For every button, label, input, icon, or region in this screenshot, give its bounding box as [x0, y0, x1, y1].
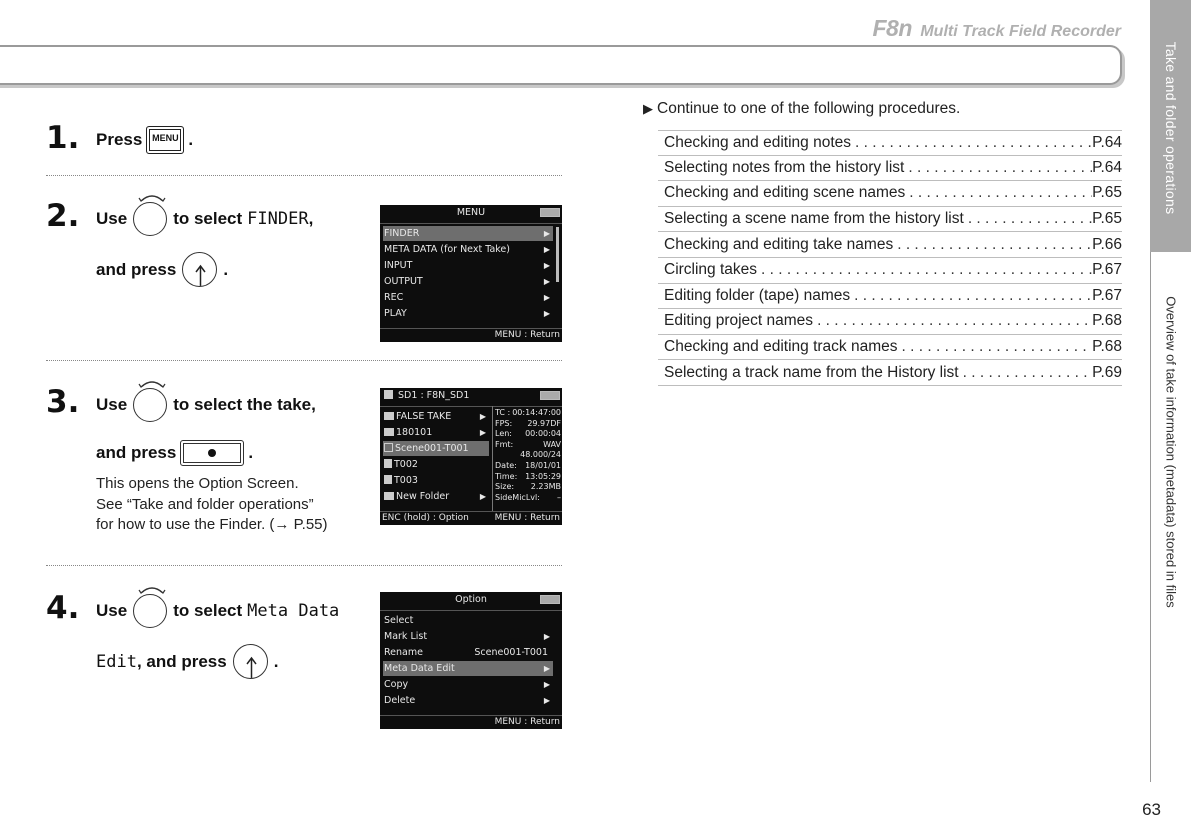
dial-icon	[133, 202, 167, 236]
option-item-copy[interactable]: Copy ▶	[384, 679, 550, 690]
menu-item-play[interactable]: PLAY ▶	[384, 308, 550, 319]
select-label: to select the take,	[173, 395, 316, 414]
period: .	[248, 443, 254, 462]
select-value: FINDER	[247, 209, 309, 229]
triangle-right-icon: ▶	[643, 101, 653, 116]
select-value-cont: Edit	[96, 651, 137, 672]
screen-footer	[380, 715, 562, 729]
battery-icon	[540, 391, 560, 400]
use-label: Use	[96, 209, 128, 228]
page-ref: P.64	[1092, 158, 1122, 176]
footer-return: MENU : Return	[494, 330, 560, 340]
check-icon	[384, 443, 393, 452]
use-label: Use	[96, 395, 128, 414]
info-row: Time: 13:05:29	[495, 471, 561, 481]
side-tab-inactive-label: Overview of take information (metadata) stored in files	[1163, 296, 1178, 608]
step-1	[46, 120, 566, 170]
footer-option: ENC (hold) : Option	[382, 513, 469, 523]
menu-item-finder[interactable]: FINDER ▶	[383, 226, 553, 241]
step-2-line-1	[96, 202, 313, 236]
screen-title: SD1 : F8N_SD1	[384, 390, 566, 401]
brand-subtitle: Multi Track Field Recorder	[920, 23, 1121, 40]
procedure-list	[658, 130, 1122, 386]
period: .	[273, 651, 279, 671]
finder-item[interactable]: T003	[383, 473, 489, 488]
procedure-link[interactable]: Checking and editing scene names . . . P.65	[658, 181, 1122, 207]
menu-screen	[380, 205, 562, 342]
finder-screen	[380, 388, 562, 525]
arrow-right-icon: ▶	[543, 309, 550, 318]
procedure-link[interactable]: Checking and editing take names . . . P.66	[658, 232, 1122, 258]
option-item-meta-data-edit[interactable]: Meta Data Edit ▶	[383, 661, 553, 676]
step-4-line-2	[96, 644, 278, 679]
use-label: Use	[96, 601, 128, 620]
page-ref: P.69	[1092, 363, 1122, 381]
battery-icon	[540, 595, 560, 604]
finder-item-selected[interactable]: Scene001-T001	[383, 441, 489, 456]
arrow-right-icon: ▶	[543, 696, 550, 705]
info-row: TC : 00:14:47:00	[495, 408, 561, 417]
arrow-right-icon: ▶	[479, 492, 486, 501]
finder-item[interactable]: T002	[383, 457, 489, 472]
page-ref: P.68	[1092, 338, 1122, 356]
screen-title: MENU	[456, 207, 486, 218]
step-number: 4.	[46, 590, 80, 626]
procedure-link[interactable]: Editing folder (tape) names . . . P.67	[658, 284, 1122, 310]
arrow-right-icon: ▶	[543, 664, 550, 673]
header-bar	[0, 45, 1122, 85]
sd-card-icon	[384, 390, 393, 399]
arrow-right-icon: ▶	[543, 245, 550, 254]
suffix: .	[188, 130, 194, 149]
procedure-link[interactable]: Checking and editing notes . . . P.64	[658, 130, 1122, 156]
info-row: 48.000/24	[520, 450, 561, 460]
rename-value: Scene001-T001	[474, 647, 548, 658]
info-row: Len: 00:00:04	[495, 429, 561, 439]
brand-model: F8n	[872, 15, 912, 41]
step-separator	[46, 175, 562, 176]
arrow-right-icon: ▶	[543, 632, 550, 641]
arrow-right-icon: ▶	[543, 680, 550, 689]
push-dial-icon	[233, 644, 268, 679]
info-row: Size: 2.23MB	[495, 482, 561, 492]
side-tab-take-folder-operations[interactable]	[1150, 0, 1191, 252]
take-info-panel	[495, 408, 562, 503]
screen-footer	[380, 328, 562, 342]
header-brand	[873, 15, 1122, 42]
option-item-rename[interactable]: Rename Scene001-T001	[384, 647, 548, 658]
and-press-label: and press	[96, 259, 177, 279]
page-ref: P.67	[1092, 286, 1122, 304]
arrow-right-icon: ▶	[543, 261, 550, 270]
and-press-label: and press	[96, 443, 177, 462]
scrollbar	[556, 227, 559, 282]
page-ref: P.65	[1092, 210, 1122, 228]
procedure-link[interactable]: Selecting a scene name from the history list . . . P.65	[658, 207, 1122, 233]
page-ref: P.67	[1092, 261, 1122, 279]
continue-instruction: ▶ Continue to one of the following procedures.	[643, 100, 961, 117]
battery-icon	[540, 208, 560, 217]
arrow-right-icon: ▶	[543, 229, 550, 238]
step-separator	[46, 360, 562, 361]
take-icon	[384, 459, 392, 468]
procedure-link[interactable]: Selecting a track name from the History list . . . P.69	[658, 360, 1122, 386]
step-number: 3.	[46, 384, 80, 420]
arrow-right-icon: ▶	[479, 428, 486, 437]
info-row: FPS: 29.97DF	[495, 418, 561, 428]
arrow-right-icon: ▶	[543, 293, 550, 302]
page-number: 63	[1142, 800, 1161, 819]
footer-return: MENU : Return	[494, 717, 560, 727]
procedure-link[interactable]: Circling takes . . . P.67	[658, 258, 1122, 284]
folder-icon	[384, 428, 394, 436]
finder-item[interactable]: FALSE TAKE ▶	[383, 409, 489, 424]
step-3-note: This opens the Option Screen. See “Take and folder operations” for how to use the Finder. (→ P.55)	[96, 475, 328, 533]
period: .	[223, 259, 229, 279]
step-number: 2.	[46, 198, 80, 234]
folder-icon	[384, 492, 394, 500]
side-tab-metadata-overview[interactable]	[1150, 252, 1191, 782]
step-3-line-1	[96, 388, 316, 422]
procedure-link[interactable]: Checking and editing track names . . . P.68	[658, 335, 1122, 361]
option-item-mark-list[interactable]: Mark List ▶	[384, 631, 550, 642]
step-3-line-2	[96, 440, 253, 466]
side-tab-active-label: Take and folder operations	[1162, 41, 1179, 215]
step-2-line-2	[96, 252, 228, 287]
select-label: to select	[173, 209, 243, 228]
finder-item[interactable]: New Folder ▶	[383, 489, 489, 504]
info-row: Fmt: WAV	[495, 439, 561, 449]
info-row: SideMicLvl: –	[495, 492, 561, 502]
step-number: 1.	[46, 120, 80, 156]
rec-key-icon	[180, 440, 244, 466]
step-4-line-1	[96, 594, 339, 628]
dial-icon	[133, 594, 167, 628]
page-ref: P.66	[1092, 235, 1122, 253]
folder-icon	[384, 412, 394, 420]
comma: ,	[308, 209, 314, 228]
info-row: Date: 18/01/01	[495, 460, 561, 470]
select-value: Meta Data	[247, 601, 340, 621]
page-ref: P.64	[1092, 133, 1122, 151]
option-item-select[interactable]: Select	[384, 615, 414, 626]
menu-item-meta-data[interactable]: META DATA (for Next Take) ▶	[384, 244, 550, 255]
select-label: to select	[173, 601, 243, 620]
arrow-right-icon: ▶	[543, 277, 550, 286]
screen-title: Option	[455, 594, 487, 605]
procedure-link[interactable]: Selecting notes from the history list . . . P.64	[658, 156, 1122, 182]
finder-item[interactable]: 180101 ▶	[383, 425, 489, 440]
menu-key-icon: MENU	[146, 126, 184, 154]
take-icon	[384, 475, 392, 484]
page-ref: P.68	[1092, 312, 1122, 330]
arrow-right-icon: ▶	[479, 412, 486, 421]
and-press-label: , and press	[136, 651, 227, 671]
page-ref: P.65	[1092, 184, 1122, 202]
push-dial-icon	[182, 252, 217, 287]
option-screen	[380, 592, 562, 729]
footer-return: MENU : Return	[494, 513, 560, 523]
menu-item-input[interactable]: INPUT ▶	[384, 260, 550, 271]
step-1-line	[96, 126, 193, 154]
screen-footer	[380, 511, 562, 525]
press-label: Press	[96, 130, 143, 149]
procedure-link[interactable]: Editing project names . . . P.68	[658, 309, 1122, 335]
dial-icon	[133, 388, 167, 422]
step-separator	[46, 565, 562, 566]
menu-item-rec[interactable]: REC ▶	[384, 292, 550, 303]
menu-item-output[interactable]: OUTPUT ▶	[384, 276, 550, 287]
option-item-delete[interactable]: Delete ▶	[384, 695, 550, 706]
